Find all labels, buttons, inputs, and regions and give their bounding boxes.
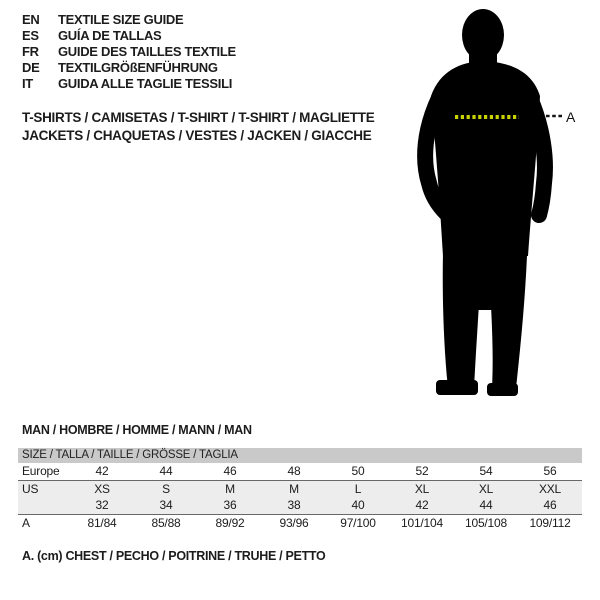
size-value: 42 xyxy=(415,498,429,512)
row-label: US xyxy=(22,482,39,496)
table-row-chest-cm xyxy=(18,514,582,531)
size-value: 36 xyxy=(223,498,237,512)
row-label xyxy=(18,497,70,514)
size-value: 89/92 xyxy=(215,516,245,530)
size-value: 93/96 xyxy=(279,516,309,530)
size-value: 46 xyxy=(543,498,557,512)
language-code: FR xyxy=(22,44,39,59)
size-value: S xyxy=(162,482,170,496)
language-row xyxy=(22,76,236,92)
size-value: 50 xyxy=(351,464,365,478)
size-value: 48 xyxy=(287,464,301,478)
size-value: M xyxy=(289,482,299,496)
table-row-us xyxy=(18,480,582,497)
size-value: 85/88 xyxy=(151,516,181,530)
man-silhouette-body xyxy=(431,9,540,396)
language-row xyxy=(22,28,236,44)
size-value: 54 xyxy=(479,464,493,478)
garment-category-list xyxy=(22,109,374,145)
language-label: GUÍA DE TALLAS xyxy=(58,28,162,43)
language-code: IT xyxy=(22,76,33,91)
measure-label-a: A xyxy=(566,109,576,125)
man-silhouette xyxy=(408,8,588,400)
size-value: 105/108 xyxy=(465,516,507,530)
size-value: L xyxy=(354,482,362,496)
size-value: XL xyxy=(414,482,430,496)
size-value: 52 xyxy=(415,464,429,478)
language-label: GUIDE DES TAILLES TEXTILE xyxy=(58,44,236,59)
language-code: DE xyxy=(22,60,40,75)
size-value: 44 xyxy=(159,464,173,478)
language-label: TEXTILGRÖßENFÜHRUNG xyxy=(58,60,218,75)
language-code: EN xyxy=(22,12,40,27)
language-row xyxy=(22,12,236,28)
language-list xyxy=(22,12,236,92)
category-jackets: JACKETS / CHAQUETAS / VESTES / JACKEN / GIACCHE xyxy=(22,128,372,143)
size-table xyxy=(18,448,582,531)
table-row-europe xyxy=(18,463,582,480)
row-label: A xyxy=(22,516,30,530)
size-value: 42 xyxy=(95,464,109,478)
language-row xyxy=(22,44,236,60)
row-label: Europe xyxy=(22,464,60,478)
size-value: 38 xyxy=(287,498,301,512)
size-value: 32 xyxy=(95,498,109,512)
size-value: 81/84 xyxy=(87,516,117,530)
size-value: 97/100 xyxy=(340,516,376,530)
size-value: 34 xyxy=(159,498,173,512)
size-value: XXL xyxy=(538,482,562,496)
language-row xyxy=(22,60,236,76)
size-value: XL xyxy=(478,482,494,496)
language-label: GUIDA ALLE TAGLIE TESSILI xyxy=(58,76,233,91)
size-value: 46 xyxy=(223,464,237,478)
size-value: M xyxy=(225,482,235,496)
size-table-header: SIZE / TALLA / TAILLE / GRÖSSE / TAGLIA xyxy=(18,448,582,463)
size-value: 56 xyxy=(543,464,557,478)
size-value: XS xyxy=(94,482,110,496)
size-value: 109/112 xyxy=(529,516,571,530)
language-code: ES xyxy=(22,28,39,43)
measurement-legend: A. (cm) CHEST / PECHO / POITRINE / TRUHE / PETTO xyxy=(22,549,326,563)
table-row-numeric xyxy=(18,497,582,514)
size-value: 101/104 xyxy=(401,516,443,530)
section-title-man: MAN / HOMBRE / HOMME / MANN / MAN xyxy=(22,423,252,437)
size-value: 40 xyxy=(351,498,365,512)
size-value: 44 xyxy=(479,498,493,512)
language-label: TEXTILE SIZE GUIDE xyxy=(58,12,184,27)
category-tshirts: T-SHIRTS / CAMISETAS / T-SHIRT / T-SHIRT / MAGLIETTE xyxy=(22,110,375,125)
